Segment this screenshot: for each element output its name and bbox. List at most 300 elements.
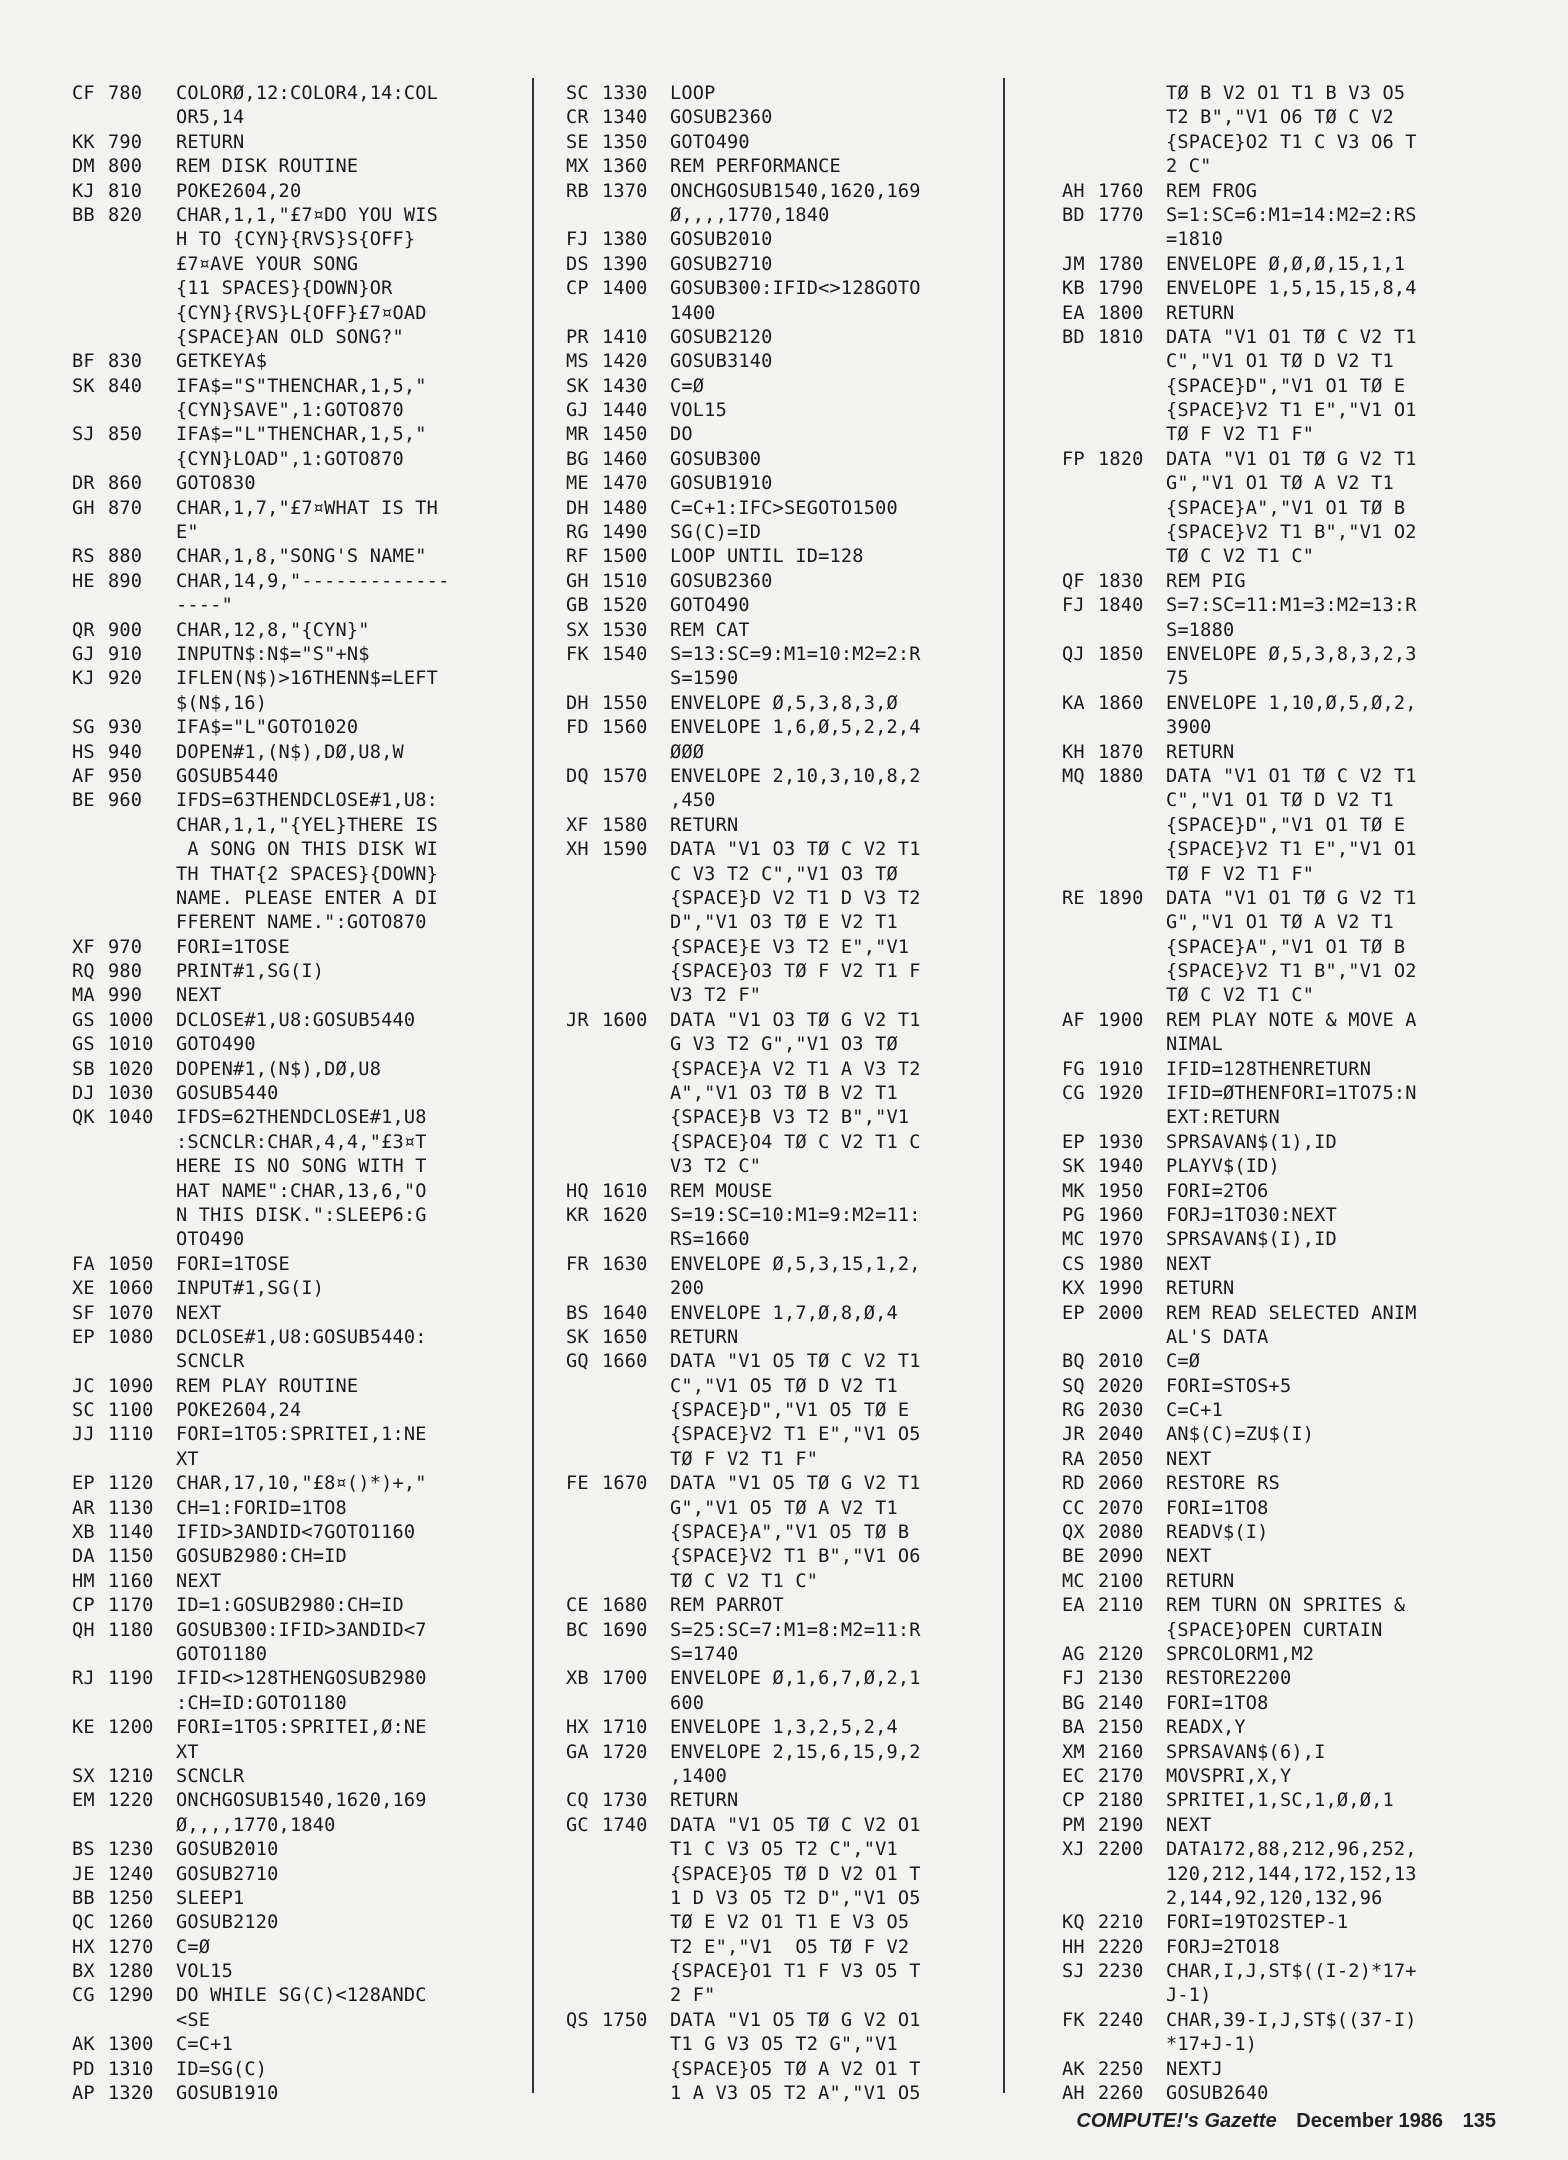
code-text: 75 <box>1166 668 1189 690</box>
code-text: D","V1 O3 TØ E V2 T1 <box>670 912 898 934</box>
checksum <box>566 789 602 813</box>
line-number: 1330 <box>602 83 648 104</box>
line-number <box>108 106 176 130</box>
checksum <box>72 106 108 130</box>
checksum: CR <box>566 107 589 129</box>
checksum: KR <box>566 1204 589 1226</box>
code-line <box>566 2009 1054 2033</box>
line-number: 1840 <box>1098 595 1144 617</box>
line-number: 2190 <box>1098 1814 1144 1836</box>
code-text: INPUTN$:N$="S"+N$ <box>176 643 370 665</box>
code-text: ,1400 <box>670 1765 727 1787</box>
line-number: 2030 <box>1098 1400 1144 1422</box>
line-number: 1480 <box>602 497 648 519</box>
checksum <box>566 887 602 911</box>
code-line <box>72 1082 560 1106</box>
checksum <box>566 1887 602 1911</box>
checksum: SE <box>566 131 589 153</box>
checksum: GJ <box>72 643 95 665</box>
code-line <box>566 1960 1054 1984</box>
code-line <box>72 448 560 472</box>
line-number: 1280 <box>108 1961 154 1983</box>
line-number: 1020 <box>108 1058 154 1080</box>
line-number: 2210 <box>1098 1912 1144 1934</box>
code-line <box>72 1716 560 1740</box>
code-line <box>566 619 1054 643</box>
line-number: 2240 <box>1098 2009 1144 2031</box>
line-number: 910 <box>108 643 143 665</box>
code-text: ONCHGOSUB1540,1620,169 <box>670 180 921 202</box>
code-text: 200 <box>670 1278 705 1300</box>
code-text: CHAR,I,J,ST$((I-2)*17+ <box>1166 1961 1417 1983</box>
code-line <box>72 570 560 594</box>
code-text: NIMAL <box>1166 1034 1223 1056</box>
code-line <box>72 302 560 326</box>
code-text: S=19:SC=10:M1=9:M2=11: <box>670 1204 921 1226</box>
code-text: DOPEN#1,(N$),DØ,U8 <box>176 1058 382 1080</box>
checksum <box>566 1375 602 1399</box>
line-number: 1100 <box>108 1400 154 1422</box>
code-line <box>566 1326 1054 1350</box>
code-text: 120,212,144,172,152,13 <box>1166 1863 1417 1885</box>
checksum: RD <box>1062 1473 1085 1495</box>
checksum: FD <box>566 717 589 739</box>
code-line <box>566 1155 1054 1179</box>
code-line <box>72 716 560 740</box>
code-line <box>1062 228 1550 252</box>
code-line <box>566 326 1054 350</box>
checksum: XH <box>566 839 589 861</box>
checksum: PM <box>1062 1814 1085 1836</box>
code-line <box>72 545 560 569</box>
checksum: KB <box>1062 278 1085 300</box>
code-text: £7¤AVE YOUR SONG <box>176 253 359 275</box>
checksum <box>1062 814 1098 838</box>
line-number: 2070 <box>1098 1497 1144 1519</box>
code-text: CHAR,1,1,"£7¤DO YOU WIS <box>176 204 439 226</box>
code-text: {SPACE}O5 TØ D V2 O1 T <box>670 1863 921 1885</box>
code-text: DATA "V1 O5 TØ C V2 O1 <box>670 1814 921 1836</box>
checksum <box>72 1131 108 1155</box>
line-number <box>602 911 670 935</box>
code-line <box>1062 1204 1550 1228</box>
line-number: 2180 <box>1098 1790 1144 1812</box>
code-text: T1 C V3 O5 T2 C","V1 <box>670 1839 898 1861</box>
code-text: GOSUB2360 <box>670 570 773 592</box>
checksum: MR <box>566 424 589 446</box>
code-text: AL'S DATA <box>1166 1326 1269 1348</box>
checksum <box>1062 106 1098 130</box>
code-text: G","V1 O5 TØ A V2 T1 <box>670 1497 898 1519</box>
code-line <box>1062 1033 1550 1057</box>
line-number: 1240 <box>108 1863 154 1885</box>
code-line <box>72 1375 560 1399</box>
code-text: SLEEP1 <box>176 1887 245 1909</box>
code-line <box>566 497 1054 521</box>
line-number <box>108 692 176 716</box>
code-text: FORI=19TO2STEP-1 <box>1166 1912 1349 1934</box>
code-line <box>1062 936 1550 960</box>
code-text: REM FROG <box>1166 180 1258 202</box>
checksum: SK <box>566 375 589 397</box>
checksum <box>566 1570 602 1594</box>
code-line <box>1062 1570 1550 1594</box>
code-text: DCLOSE#1,U8:GOSUB5440 <box>176 1009 416 1031</box>
code-line <box>72 1326 560 1350</box>
code-text: GOSUB2360 <box>670 107 773 129</box>
checksum <box>566 667 602 691</box>
code-line <box>1062 887 1550 911</box>
code-line <box>566 1131 1054 1155</box>
code-line <box>72 2009 560 2033</box>
code-text: G","V1 O1 TØ A V2 T1 <box>1166 473 1394 495</box>
line-number: 1960 <box>1098 1204 1144 1226</box>
line-number <box>1098 1863 1166 1887</box>
code-text: {SPACE}A","V1 O5 TØ B <box>670 1522 910 1544</box>
code-text: RETURN <box>1166 741 1235 763</box>
line-number <box>108 1692 176 1716</box>
checksum <box>72 1448 108 1472</box>
code-text: DO WHILE SG(C)<128ANDC <box>176 1985 427 2007</box>
checksum <box>1062 2033 1098 2057</box>
code-text: TØ B V2 O1 T1 B V3 O5 <box>1166 83 1406 104</box>
checksum: EA <box>1062 1595 1085 1617</box>
code-text: Ø,,,,1770,1840 <box>176 1814 336 1836</box>
line-number: 2050 <box>1098 1448 1144 1470</box>
checksum: FE <box>566 1473 589 1495</box>
checksum: SK <box>566 1326 589 1348</box>
checksum <box>1062 667 1098 691</box>
code-line <box>566 448 1054 472</box>
line-number <box>602 1765 670 1789</box>
line-number: 1360 <box>602 156 648 178</box>
code-line <box>1062 180 1550 204</box>
code-line <box>72 1155 560 1179</box>
checksum: AF <box>1062 1009 1085 1031</box>
checksum <box>566 1911 602 1935</box>
line-number <box>108 594 176 618</box>
code-text: RETURN <box>1166 302 1235 324</box>
code-text: {CYN}LOAD",1:GOTO870 <box>176 448 404 470</box>
code-text: A SONG ON THIS DISK WI <box>176 839 439 861</box>
checksum <box>72 863 108 887</box>
checksum <box>72 1814 108 1838</box>
code-text: $(N$,16) <box>176 692 268 714</box>
code-text: CHAR,1,7,"£7¤WHAT IS TH <box>176 497 439 519</box>
code-line <box>1062 1765 1550 1789</box>
checksum: DJ <box>72 1083 95 1105</box>
checksum <box>566 1277 602 1301</box>
checksum <box>72 692 108 716</box>
code-line <box>72 765 560 789</box>
code-text: G V3 T2 G","V1 O3 TØ <box>670 1034 898 1056</box>
line-number: 1710 <box>602 1717 648 1739</box>
code-line <box>1062 1594 1550 1618</box>
line-number: 1460 <box>602 448 648 470</box>
line-number: 1910 <box>1098 1058 1144 1080</box>
code-line <box>1062 1350 1550 1374</box>
code-line <box>566 1716 1054 1740</box>
code-line <box>72 82 560 106</box>
code-text: NEXT <box>1166 1253 1212 1275</box>
line-number <box>1098 521 1166 545</box>
code-text: C=Ø <box>670 375 705 397</box>
line-number: 990 <box>108 985 143 1007</box>
code-text: CHAR,39-I,J,ST$((37-I) <box>1166 2009 1417 2031</box>
code-text: RETURN <box>670 1326 739 1348</box>
line-number: 1040 <box>108 1107 154 1129</box>
checksum: AG <box>1062 1644 1085 1665</box>
checksum <box>1062 131 1098 155</box>
code-line <box>72 228 560 252</box>
code-line <box>1062 350 1550 374</box>
line-number: 1230 <box>108 1839 154 1861</box>
code-line <box>72 2033 560 2057</box>
checksum <box>72 1741 108 1765</box>
code-text: 1 D V3 O5 T2 D","V1 O5 <box>670 1887 921 1909</box>
checksum: BF <box>72 351 95 373</box>
line-number <box>602 1911 670 1935</box>
code-line <box>566 1375 1054 1399</box>
code-line <box>1062 1180 1550 1204</box>
line-number: 1790 <box>1098 278 1144 300</box>
checksum: EA <box>1062 302 1085 324</box>
code-text: ENVELOPE Ø,Ø,Ø,15,1,1 <box>1166 253 1406 275</box>
code-text: NEXT <box>1166 1546 1212 1568</box>
checksum: BC <box>566 1619 589 1641</box>
line-number <box>108 1180 176 1204</box>
code-line <box>72 1131 560 1155</box>
checksum <box>566 1692 602 1716</box>
checksum: RB <box>566 180 589 202</box>
code-text: :SCNCLR:CHAR,4,4,"£3¤T <box>176 1131 427 1153</box>
code-line <box>1062 545 1550 569</box>
line-number <box>1098 1984 1166 2008</box>
line-number <box>602 1375 670 1399</box>
checksum <box>1062 619 1098 643</box>
line-number <box>602 936 670 960</box>
line-number: 1880 <box>1098 765 1144 787</box>
line-number: 1580 <box>602 814 648 836</box>
code-text: {SPACE}A","V1 O1 TØ B <box>1166 497 1406 519</box>
code-text: FORJ=2TO18 <box>1166 1936 1280 1958</box>
code-line <box>566 1082 1054 1106</box>
line-number: 2170 <box>1098 1765 1144 1787</box>
line-number: 850 <box>108 424 143 446</box>
line-number: 930 <box>108 717 143 739</box>
checksum <box>566 204 602 228</box>
line-number: 1720 <box>602 1741 648 1763</box>
code-text: J-1) <box>1166 1985 1212 2007</box>
code-line <box>1062 277 1550 301</box>
line-number: 950 <box>108 765 143 787</box>
code-text: {SPACE}E V3 T2 E","V1 <box>670 936 910 958</box>
line-number: 1470 <box>602 473 648 495</box>
line-number: 1530 <box>602 619 648 641</box>
code-text: TØ C V2 T1 C" <box>670 1570 819 1592</box>
code-text: ID=1:GOSUB2980:CH=ID <box>176 1595 404 1617</box>
code-line <box>566 643 1054 667</box>
code-text: {SPACE}V2 T1 E","V1 O1 <box>1166 839 1417 861</box>
code-line <box>1062 497 1550 521</box>
code-text: 2 F" <box>670 1985 716 2007</box>
checksum <box>1062 497 1098 521</box>
line-number: 2120 <box>1098 1644 1144 1665</box>
line-number: 1690 <box>602 1619 648 1641</box>
checksum: FJ <box>1062 1668 1085 1690</box>
checksum <box>1062 936 1098 960</box>
code-text: {SPACE}D","V1 O5 TØ E <box>670 1400 910 1422</box>
code-text: OR5,14 <box>176 107 245 129</box>
line-number <box>602 302 670 326</box>
line-number <box>602 1521 670 1545</box>
code-line <box>72 838 560 862</box>
checksum <box>1062 521 1098 545</box>
code-line <box>72 814 560 838</box>
code-line <box>566 228 1054 252</box>
checksum: MX <box>566 156 589 178</box>
code-line <box>566 1814 1054 1838</box>
code-text: REM PIG <box>1166 570 1246 592</box>
code-line <box>566 887 1054 911</box>
checksum: CP <box>1062 1790 1085 1812</box>
code-line <box>566 1106 1054 1130</box>
code-text: GOSUB2010 <box>670 229 773 251</box>
line-number <box>1098 863 1166 887</box>
checksum <box>566 1984 602 2008</box>
code-line <box>566 472 1054 496</box>
code-line <box>72 1619 560 1643</box>
code-line <box>566 155 1054 179</box>
checksum: QC <box>72 1912 95 1934</box>
code-line <box>72 1180 560 1204</box>
line-number: 1450 <box>602 424 648 446</box>
checksum <box>1062 863 1098 887</box>
line-number <box>108 863 176 887</box>
line-number <box>602 1033 670 1057</box>
line-number <box>108 1155 176 1179</box>
line-number: 1080 <box>108 1326 154 1348</box>
line-number: 2250 <box>1098 2058 1144 2080</box>
code-text: GOSUB1910 <box>670 473 773 495</box>
code-text: RESTORE RS <box>1166 1473 1280 1495</box>
checksum: FJ <box>566 229 589 251</box>
checksum: FJ <box>1062 595 1085 617</box>
code-text: {SPACE}AN OLD SONG?" <box>176 326 404 348</box>
line-number: 2110 <box>1098 1595 1144 1617</box>
line-number <box>602 1936 670 1960</box>
code-line <box>72 1204 560 1228</box>
code-text: {11 SPACES}{DOWN}OR <box>176 278 393 300</box>
line-number <box>1098 228 1166 252</box>
code-line <box>1062 1545 1550 1569</box>
code-text: C=Ø <box>1166 1351 1201 1373</box>
code-text: ENVELOPE Ø,1,6,7,Ø,2,1 <box>670 1668 921 1690</box>
code-text: C=C+1 <box>1166 1400 1223 1422</box>
checksum: CG <box>72 1985 95 2007</box>
checksum <box>566 1131 602 1155</box>
checksum: SJ <box>72 424 95 446</box>
checksum: BE <box>1062 1546 1085 1568</box>
code-line <box>1062 1789 1550 1813</box>
line-number <box>1098 82 1166 106</box>
line-number: 1670 <box>602 1473 648 1495</box>
code-line <box>72 472 560 496</box>
code-line <box>566 1984 1054 2008</box>
checksum <box>1062 350 1098 374</box>
line-number <box>1098 619 1166 643</box>
code-line <box>1062 1423 1550 1447</box>
code-line <box>1062 1277 1550 1301</box>
code-text: H TO {CYN}{RVS}S{OFF} <box>176 229 416 251</box>
line-number <box>602 204 670 228</box>
code-line <box>1062 911 1550 935</box>
code-text: PRINT#1,SG(I) <box>176 961 325 983</box>
code-line <box>1062 2058 1550 2082</box>
checksum: HQ <box>566 1180 589 1202</box>
code-text: DATA "V1 O3 TØ G V2 T1 <box>670 1009 921 1031</box>
line-number <box>1098 131 1166 155</box>
code-line <box>1062 448 1550 472</box>
code-text: GOTO490 <box>670 131 750 153</box>
line-number: 1270 <box>108 1936 154 1958</box>
code-text: IFID=128THENRETURN <box>1166 1058 1372 1080</box>
checksum: GQ <box>566 1351 589 1373</box>
line-number: 1740 <box>602 1814 648 1836</box>
checksum: BB <box>72 204 95 226</box>
code-line <box>1062 1131 1550 1155</box>
line-number <box>602 1082 670 1106</box>
code-text: SPRSAVAN$(I),ID <box>1166 1229 1337 1251</box>
line-number: 1170 <box>108 1595 154 1617</box>
code-text: POKE2604,24 <box>176 1400 302 1422</box>
code-text: SG(C)=ID <box>670 522 762 544</box>
checksum <box>72 887 108 911</box>
checksum: MC <box>1062 1570 1085 1592</box>
code-line <box>566 1058 1054 1082</box>
line-number <box>108 1131 176 1155</box>
line-number <box>1098 350 1166 374</box>
line-number: 1950 <box>1098 1180 1144 1202</box>
code-line <box>1062 1863 1550 1887</box>
code-text: T1 G V3 O5 T2 G","V1 <box>670 2034 898 2056</box>
line-number: 810 <box>108 180 143 202</box>
checksum: EP <box>1062 1302 1085 1324</box>
page-number: 135 <box>1462 2110 1496 2132</box>
line-number: 1550 <box>602 692 648 714</box>
code-line <box>566 1789 1054 1813</box>
code-line <box>72 1497 560 1521</box>
code-text: TØ F V2 T1 F" <box>1166 863 1315 885</box>
checksum: HE <box>72 570 95 592</box>
checksum: BD <box>1062 326 1085 348</box>
code-line <box>72 1521 560 1545</box>
code-line <box>1062 302 1550 326</box>
line-number: 1250 <box>108 1887 154 1909</box>
code-text: ENVELOPE Ø,5,3,8,3,Ø <box>670 692 898 714</box>
code-text: TØ C V2 T1 C" <box>1166 985 1315 1007</box>
line-number <box>108 1448 176 1472</box>
code-text: {SPACE}D","V1 O1 TØ E <box>1166 814 1406 836</box>
code-line <box>566 716 1054 740</box>
line-number: 1760 <box>1098 180 1144 202</box>
code-line <box>72 692 560 716</box>
line-number: 1120 <box>108 1473 154 1495</box>
line-number: 1370 <box>602 180 648 202</box>
code-line <box>1062 1984 1550 2008</box>
checksum: DS <box>566 253 589 275</box>
checksum: DH <box>566 497 589 519</box>
